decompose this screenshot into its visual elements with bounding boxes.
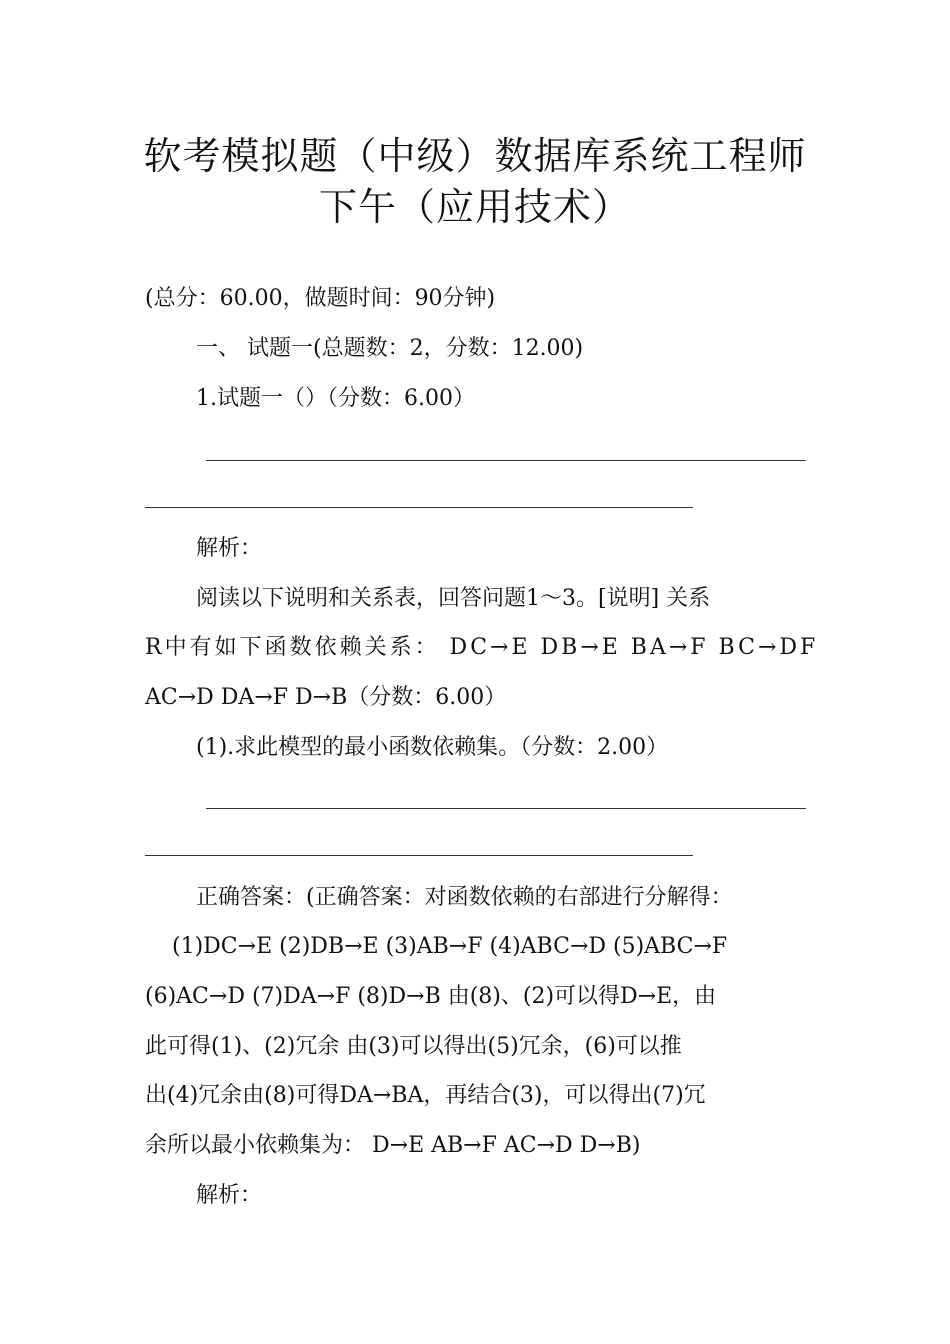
subquestion-heading: (1).求此模型的最小函数依赖集。（分数：2.00） xyxy=(196,735,669,760)
passage-line: AC→D DA→F D→B（分数：6.00） xyxy=(145,685,507,710)
document-title-line-2: 下午（应用技术） xyxy=(318,185,631,229)
answer-blank-line xyxy=(145,507,693,508)
passage-line: 阅读以下说明和关系表，回答问题1～3。[说明] 关系 xyxy=(196,586,711,611)
answer-blank-line xyxy=(206,808,806,809)
analysis-label: 解析： xyxy=(196,1183,263,1208)
section-heading: 一、 试题一(总题数：2，分数：12.00) xyxy=(196,336,584,361)
correct-answer-line: 此可得(1)、(2)冗余 由(3)可以得出(5)冗余，(6)可以推 xyxy=(145,1034,682,1059)
question-heading: 1.试题一（）（分数：6.00） xyxy=(196,386,475,411)
exam-summary: (总分：60.00，做题时间：90分钟) xyxy=(145,286,496,311)
passage-line: R中有如下函数依赖关系： DC→E DB→E BA→F BC→DF xyxy=(145,635,819,660)
answer-blank-line xyxy=(145,855,693,856)
correct-answer-line: (6)AC→D (7)DA→F (8)D→B 由(8)、(2)可以得D→E，由 xyxy=(145,984,717,1009)
answer-blank-line xyxy=(206,460,806,461)
document-title-line-1: 软考模拟题（中级）数据库系统工程师 xyxy=(143,134,807,178)
correct-answer-line: 正确答案：(正确答案：对函数依赖的右部进行分解得： xyxy=(196,885,733,910)
correct-answer-line: 余所以最小依赖集为： D→E AB→F AC→D D→B) xyxy=(145,1133,641,1158)
correct-answer-line: 出(4)冗余由(8)可得DA→BA，再结合(3)，可以得出(7)冗 xyxy=(145,1083,706,1108)
correct-answer-line: (1)DC→E (2)DB→E (3)AB→F (4)ABC→D (5)ABC→F xyxy=(172,934,728,959)
analysis-label: 解析： xyxy=(196,536,263,561)
